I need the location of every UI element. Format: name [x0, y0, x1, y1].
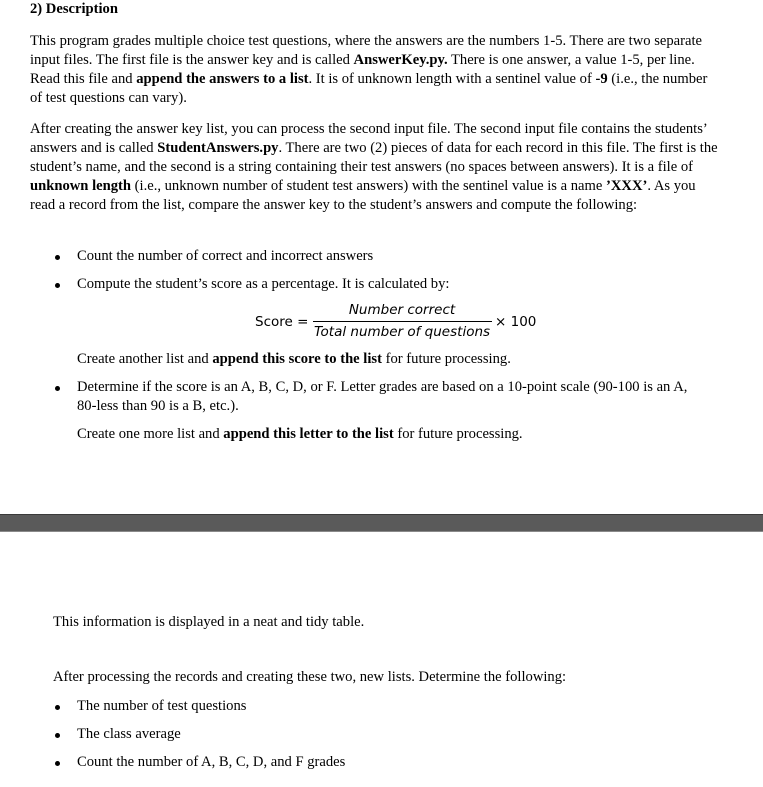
paragraph-student-answers: After creating the answer key list, you can process the second input file. The second input file contains the students’ answers and is called StudentAnswers.py. There are two (2) pieces of data for each record in this file. The first is the student’s name, and the second is a string containing their test answers (no spaces between answers). It is a file of unknown length (i.e., unknown number of student test answers) with the sentinel value is a name ’XXX’. As you read a record from the list, compare the answer key to the student’s answers and compute the following:	[30, 121, 718, 213]
formula-numerator: Number correct	[348, 302, 456, 318]
list-item-number-questions: The number of test questions	[77, 698, 247, 714]
bullet-marker	[55, 283, 60, 288]
after-processing-text: After processing the records and creating these two, new lists. Determine the following:	[53, 669, 567, 685]
bullet-marker	[55, 761, 60, 766]
bullet-marker	[55, 733, 60, 738]
bullet-compute-score: Compute the student’s score as a percentage. It is calculated by:	[77, 276, 450, 292]
bullet-count-answers: Count the number of correct and incorrect answers	[77, 248, 374, 264]
formula-times-100: × 100	[495, 314, 537, 330]
bullet-marker	[55, 705, 60, 710]
fraction-bar	[313, 321, 492, 322]
bullet-marker	[55, 255, 60, 260]
paragraph-input-files: This program grades multiple choice test questions, where the answers are the numbers 1-5. There are two separate input files. The first file is the answer key and is called AnswerKey.py. There is one answer, a value 1-5, per line. Read this file and append the answers to a list. It is of unknown length with a sentinel value of -9 (i.e., the number of test questions can vary).	[30, 33, 708, 106]
section-title: 2) Description	[30, 1, 118, 17]
note-append-score: Create another list and append this score to the list for future processing.	[77, 351, 511, 367]
note-append-letter: Create one more list and append this letter to the list for future processing.	[77, 426, 523, 442]
list-item-class-average: The class average	[77, 726, 181, 742]
formula-denominator: Total number of questions	[313, 324, 491, 340]
bullet-marker	[55, 386, 60, 391]
formula-lhs: Score =	[255, 314, 309, 330]
list-item-grade-counts: Count the number of A, B, C, D, and F grades	[77, 754, 346, 770]
table-info-text: This information is displayed in a neat and tidy table.	[53, 614, 365, 630]
page-break	[0, 514, 763, 532]
bullet-letter-grade: Determine if the score is an A, B, C, D, or F. Letter grades are based on a 10-point scale (90-100 is an A, 80-less than 90 is a B, etc.).	[77, 379, 688, 414]
